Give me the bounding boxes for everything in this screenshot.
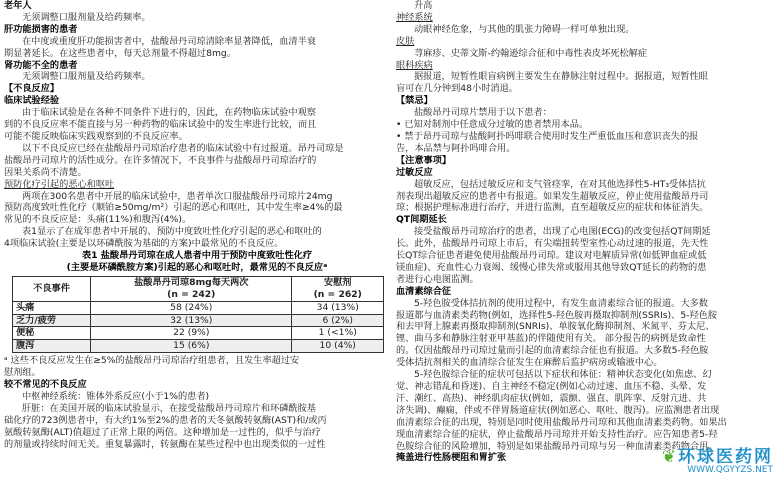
cell-placebo: 10 (4%) xyxy=(292,340,384,353)
table-row xyxy=(13,340,384,353)
allergy-text-line: 超敏反应，包括过敏反应和支气管痉挛，在对其他选择性5-HT₃受体拮抗 xyxy=(414,178,706,190)
serotonin-text-line: 色胺综合征的风险增加，特别是如果盐酸昂丹司琼与另一种血清素类药物合用。 xyxy=(396,440,718,452)
table-footnote: 慰剂组。 xyxy=(4,367,41,379)
rare-text-line: 中枢神经系统：锥体外系反应(小于1%的患者) xyxy=(22,391,210,402)
serotonin-text-line: 锂、曲马多和静脉注射亚甲基蓝)的伴随使用有关。 部分报告的病例是致命性 xyxy=(396,333,706,345)
liver-heading: 肝功能损害的患者 xyxy=(4,23,78,35)
contraindication-item: 告，本品禁与阿扑吗啡合用。 xyxy=(396,142,516,154)
rare-reactions-heading: 较不常见的不良反应 xyxy=(4,379,87,391)
skin-heading: 皮肤 xyxy=(396,35,415,47)
allergy-text-line: 琼；根据护理标准进行治疗，并进行监测，直至超敏反应的症状和体征消失。 xyxy=(396,202,709,214)
serotonin-text-line: 报道都与血清素类药物(例如，选择性5-羟色胺再摄取抑制剂(SSRIs)、5-羟色胺 xyxy=(396,309,718,321)
clinical-text-line: 盐酸昂丹司琼片的活性成分。在许多情况下，不良事件与盐酸昂丹司琼治疗的 xyxy=(4,154,317,166)
table-title: 表1 盐酸昂丹司琼在成人患者中用于预防中度致吐性化疗 xyxy=(81,250,313,262)
qt-text-line: 镁血症)、充血性心力衰竭、缓慢心律失常或服用其他导致QT延长的药物的患 xyxy=(396,261,707,273)
watermark xyxy=(662,442,773,475)
serotonin-text-line: 的。仅因盐酸昂丹司琼过量而引起的血清素综合征也有报道。大多数5-羟色胺 xyxy=(396,345,709,357)
allergy-heading: 过敏反应 xyxy=(396,166,433,178)
table-subtitle: (主要是环磷酰胺方案)引起的恶心和呕吐时，最常见的不良反应ᵃ xyxy=(66,261,328,273)
liver-text-line: 在中度或重度肝功能损害者中，盐酸昂丹司琼清除率显著降低，血清半衰 xyxy=(22,35,316,47)
cell-event: 腹泻 xyxy=(13,340,91,353)
chemo-nausea-heading: 预防化疗引起的恶心和呕吐 xyxy=(4,178,115,190)
cell-event: 乏力/疲劳 xyxy=(13,314,91,327)
cell-drug: 22 (9%) xyxy=(91,327,292,340)
nerve-text: 动眼神经危象，与其他的肌张力障碍一样可单独出现。 xyxy=(414,23,635,35)
serotonin-text-line: 济失调)、癫痫，伴或不伴胃肠道症状(例如恶心、呕吐、腹泻)。应监测患者出现 xyxy=(396,404,720,416)
clinical-text-line: 以下不良反应已经在盐酸昂丹司琼治疗患者的临床试验中有过报道。昂丹司琼是 xyxy=(22,142,344,154)
nerve-heading: 神经系统 xyxy=(396,11,433,23)
contraindication-item: • 已知对制剂中任意成分过敏的患者禁用本品。 xyxy=(396,119,589,131)
chemo-text-line: 预防高度致吐性化疗（顺铂≥50mg/m²）引起的恶心和呕吐，其中发生率≥4%的最 xyxy=(4,202,343,214)
clinical-text-line: 由于临床试验是在各种不同条件下进行的，因此，在药物临床试验中观察 xyxy=(22,107,316,119)
chemo-text-line: 常见的不良反应是：头痛(11%)和腹泻(4%)。 xyxy=(4,214,192,226)
rare-text-line: 的剂量或持续时间无关。重复暴露时，转氨酶在某些过程中也出现类似的一过性 xyxy=(4,438,326,450)
rare-text-line: 氨酸转氨酶(ALT)值超过了正常上限的两倍。这种增加是一过性的，似乎与治疗 xyxy=(4,426,321,438)
eye-text-line: 盲可在几分钟到48小时消退。 xyxy=(396,83,518,95)
skin-text: 荨麻疹、史蒂文斯-约翰逊综合征和中毒性表皮坏死松解症 xyxy=(414,47,648,59)
qt-text-line: 接受盐酸昂丹司琼治疗的患者，出现了心电图(ECG)的改变包括QT间期延 xyxy=(414,226,711,238)
clinical-text-line: 可能不能反映临床实践观察到的不良反应率。 xyxy=(4,130,188,142)
rare-text-line: 肝脏：在美国开展的临床试验显示，在接受盐酸昂丹司琼片和环磷酰胺基 xyxy=(22,402,316,414)
qt-heading: QT间期延长 xyxy=(396,214,447,226)
contraindications-heading: 【禁忌】 xyxy=(396,95,433,107)
table-footnote: ᵃ 这些不良反应发生在≥5%的盐酸昂丹司琼治疗组患者，且发生率超过安 xyxy=(4,355,300,367)
contraindications-intro: 盐酸昂丹司琼片禁用于以下患者： xyxy=(414,107,552,119)
adverse-events-table xyxy=(12,276,384,353)
serotonin-text-line: 受体拮抗剂相关的血清综合征发生在麻醉后监护病房或输液中心。 xyxy=(396,357,663,369)
eye-text-line: 据报道，短暂性眼盲病例主要发生在静脉注射过程中。据报道，短暂性眼 xyxy=(414,71,708,83)
cell-drug: 15 (6%) xyxy=(91,340,292,353)
cell-placebo: 1 (<1%) xyxy=(292,327,384,340)
continued-text: 升高 xyxy=(414,0,433,11)
kidney-text: 无须调整口服剂量及给药频率。 xyxy=(22,71,151,83)
qt-text-line: 者进行心电图监测。 xyxy=(396,273,479,285)
elderly-text: 无须调整口服剂量及给药频率。 xyxy=(22,11,151,23)
masking-heading: 掩盖进行性肠梗阻和胃扩张 xyxy=(396,452,507,464)
contraindication-item: • 禁于昂丹司琼与盐酸阿扑吗啡联合使用时发生严重低血压和意识丧失的报 xyxy=(396,130,699,142)
serotonin-text-line: 和去甲肾上腺素再摄取抑制剂(SNRIs)、单胺氧化酶抑制剂、米氮平、芬太尼、 xyxy=(396,321,715,333)
serotonin-heading: 血清素综合征 xyxy=(396,285,452,297)
clinical-text-line: 到的不良反应率不能直接与另一种药物的临床试验中的发生率进行比较，而且 xyxy=(4,119,317,131)
table-row xyxy=(13,327,384,340)
cell-placebo: 6 (2%) xyxy=(292,314,384,327)
eye-heading: 眼科疾病 xyxy=(396,59,433,71)
header-placebo: 安慰剂 (n = 262) xyxy=(292,276,384,301)
serotonin-text-line: 汗、潮红、高热)、神经肌肉症状(例如，震颤、强直、肌阵挛、反射亢进、共 xyxy=(396,392,707,404)
liver-text-line: 期显著延长。在这些患者中，每天总剂量不得超过8mg。 xyxy=(4,47,236,59)
table-row xyxy=(13,314,384,327)
cell-drug: 58 (24%) xyxy=(91,301,292,314)
table-header-row xyxy=(13,276,384,301)
serotonin-text-line: 觉、神志错乱和昏迷)、自主神经不稳定(例如心动过速、血压不稳、头晕、发 xyxy=(396,381,707,392)
serotonin-text-line: 5-羟色胺受体拮抗剂的使用过程中，有发生血清素综合征的报道。大多数 xyxy=(414,297,708,309)
watermark-url: WWW.QGYYZS.NET xyxy=(687,465,773,475)
header-event: 不良事件 xyxy=(13,276,91,301)
cell-drug: 32 (13%) xyxy=(91,314,292,327)
qt-text-line: 长QT综合征患者避免使用盐酸昂丹司琼。建议对电解质异常(如低钾血症或低 xyxy=(396,250,707,262)
kidney-heading: 肾功能不全的患者 xyxy=(4,59,78,71)
adverse-reactions-heading: 【不良反应】 xyxy=(4,83,60,95)
clinical-trials-heading: 临床试验经验 xyxy=(4,95,60,107)
allergy-text-line: 剂表现出超敏反应的患者中有报道。如果发生超敏反应，停止使用盐酸昂丹司 xyxy=(396,190,709,202)
cell-placebo: 34 (13%) xyxy=(292,301,384,314)
left-column xyxy=(4,0,390,451)
serotonin-text-line: 现血清素综合征的症状，停止盐酸昂丹司琼并开始支持性治疗。应告知患者5-羟 xyxy=(396,428,718,440)
elderly-heading: 老年人 xyxy=(4,0,32,11)
serotonin-text-line: 5-羟色胺综合征的症状可包括以下症状和体征：精神状态变化(如焦虑、幻 xyxy=(414,369,712,381)
leaf-icon: ❦ xyxy=(661,447,678,467)
chemo-text-line: 4项临床试验(主要是以环磷酰胺为基础的方案)中最常见的不良反应。 xyxy=(4,238,284,250)
rare-text-line: 础化疗的723例患者中，有大约1%至2%的患者的天冬氨酸转氨酶(AST)和/或丙 xyxy=(4,414,327,426)
qt-text-line: 长。此外，盐酸昂丹司琼上市后，有尖端扭转型室性心动过速的报道，先天性 xyxy=(396,238,709,250)
cell-event: 便秘 xyxy=(13,327,91,340)
clinical-text-line: 因果关系尚不清楚。 xyxy=(4,166,87,178)
serotonin-text-line: 血清素综合征的出现，特别是同时使用盐酸昂丹司琼和其他血清素类药物。如果出 xyxy=(396,416,727,428)
chemo-text-line: 表1显示了在成年患者中开展的、预防中度致吐性化疗引起的恶心和呕吐的 xyxy=(22,226,322,238)
right-column xyxy=(396,0,774,464)
watermark-logo: ❦环球医药网 xyxy=(661,447,773,467)
chemo-text-line: 两项在300名患者中开展的临床试验中，患者单次口服盐酸昂丹司琼片24mg xyxy=(22,190,333,202)
precautions-heading: 【注意事项】 xyxy=(396,154,452,166)
header-drug: 盐酸昂丹司琼8mg每天两次 (n = 242) xyxy=(91,276,292,301)
cell-event: 头痛 xyxy=(13,301,91,314)
table-row xyxy=(13,301,384,314)
